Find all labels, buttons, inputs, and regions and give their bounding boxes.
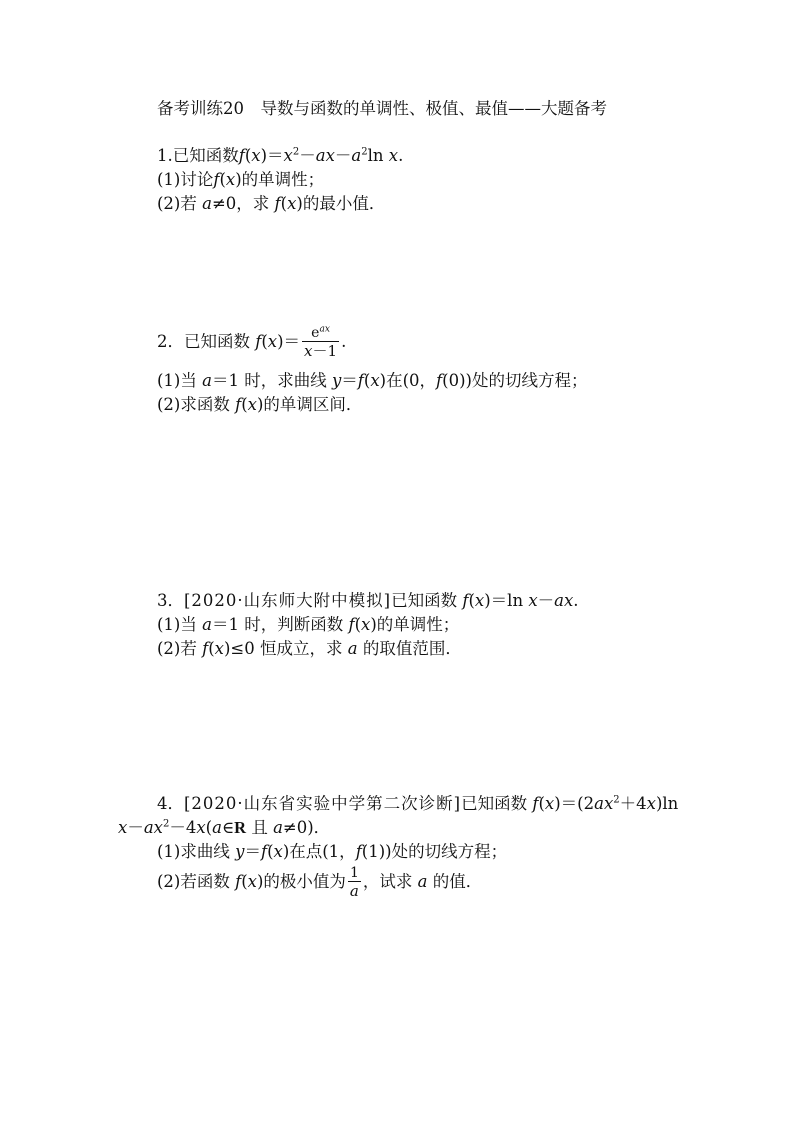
- problem-2-part-2: (2)求函数 f(x)的单调区间．: [157, 395, 363, 414]
- problem-1-part-1: (1)讨论f(x)的单调性；: [157, 170, 325, 189]
- problem-4-statement-cont: $x-ax^2-4x(a\in R$ 且 a≠0)．: [118, 818, 331, 837]
- problem-2-part-1: (1)当 a＝1 时，求曲线 y＝f(x)在(0，f(0))处的切线方程；: [157, 371, 588, 390]
- problem-4-number: 4．: [157, 794, 184, 813]
- fraction-1-over-a: $\frac{1}{a}$: [349, 865, 359, 900]
- fraction-e-ax-over-x-minus-1: $\frac{e^{ax}}{x-1}$: [304, 324, 338, 360]
- problem-1-statement: 1.已知函数$f(x)=x^2-ax-a^2\ln$ x.: [157, 146, 404, 165]
- problem-2-statement: 2．已知函数 f(x)＝ $\frac{e^{ax}}{x-1}$ .: [157, 324, 347, 360]
- page-title: 备考训练20 导数与函数的单调性、极值、最值——大题备考: [157, 99, 607, 118]
- problem-3-part-2: (2)若 f(x)≤0 恒成立，求 a 的取值范围．: [157, 639, 462, 658]
- problem-3-source: [2020·山东师大附中模拟]: [184, 591, 392, 610]
- problem-3-statement: 3．[2020·山东师大附中模拟]已知函数 f(x)＝ln x－ax.: [157, 591, 579, 610]
- problem-2-number: 2．: [157, 332, 184, 351]
- problem-4-statement: 4．[2020·山东省实验中学第二次诊断]已知函数 $f(x)=(2ax^2+4x)\ln$: [157, 794, 679, 813]
- problem-4-part-2: (2)若函数 f(x)的极小值为 $\frac{1}{a}$ ，试求 a 的值．: [157, 865, 483, 900]
- problem-1-part-2: (2)若 a≠0，求 f(x)的最小值．: [157, 194, 386, 213]
- problem-4-part-1: (1)求曲线 y＝f(x)在点(1，f(1))处的切线方程；: [157, 842, 508, 861]
- problem-3-number: 3．: [157, 591, 184, 610]
- problem-4-source: [2020·山东省实验中学第二次诊断]: [184, 794, 462, 813]
- problem-1-number: 1.: [157, 146, 173, 165]
- problem-3-part-1: (1)当 a＝1 时，判断函数 f(x)的单调性；: [157, 615, 460, 634]
